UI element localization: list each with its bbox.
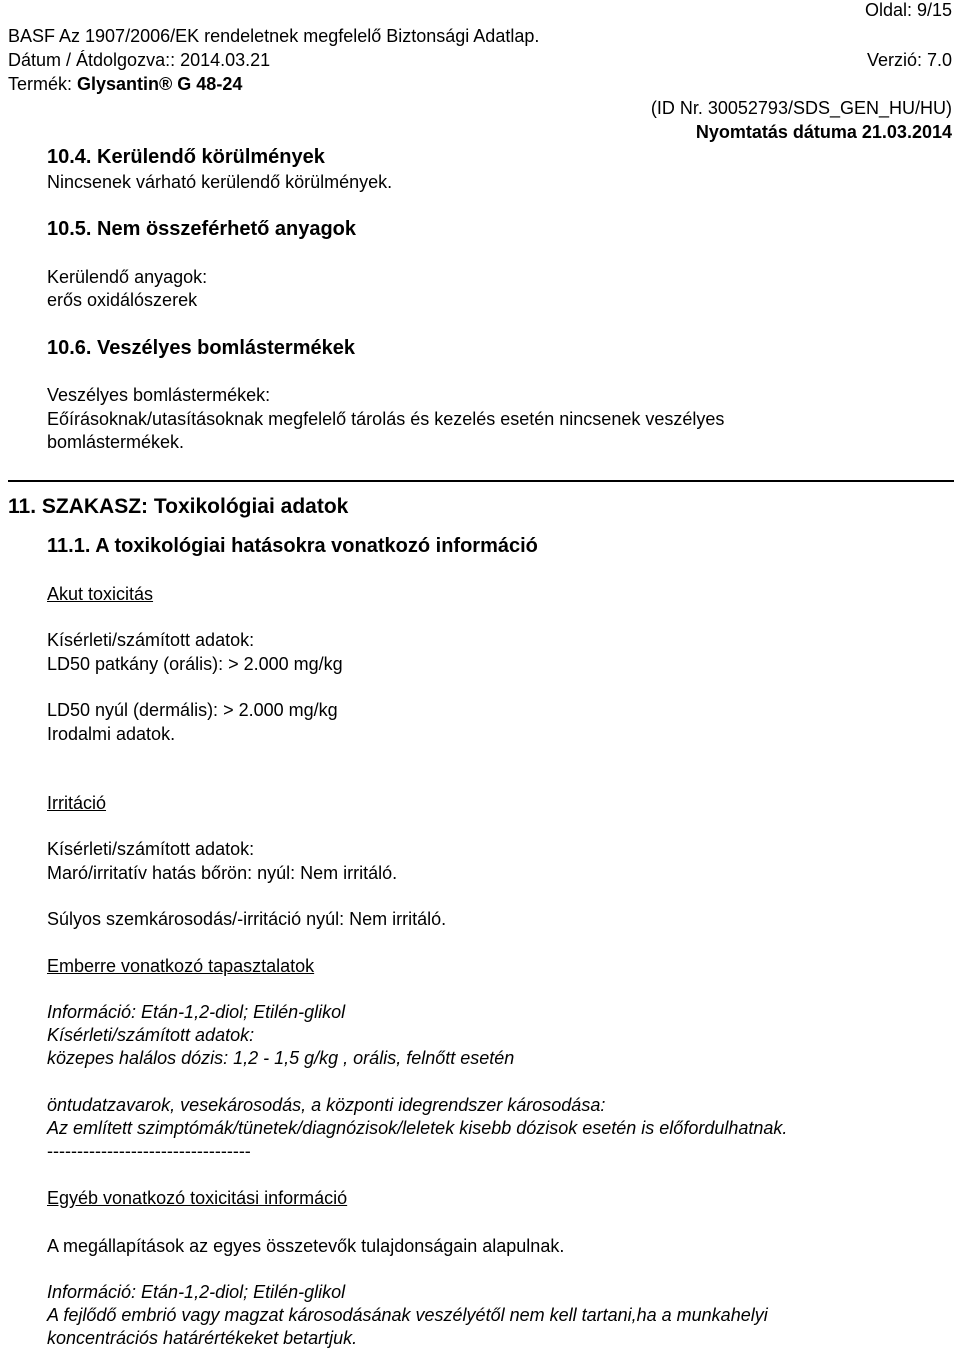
embryo-note-line-1: A fejlődő embrió vagy magzat károsodásának veszélyétől nem kell tartani,ha a munkahelyi <box>47 1305 768 1325</box>
ld50-rat: LD50 patkány (orális): > 2.000 mg/kg <box>47 654 343 674</box>
version: Verzió: 7.0 <box>866 50 952 70</box>
section-10-5-heading: 10.5. Nem összeférhető anyagok <box>47 218 357 240</box>
product-label: Termék: <box>8 74 78 94</box>
page-number: Oldal: 9/15 <box>864 0 952 20</box>
other-info: Információ: Etán-1,2-diol; Etilén-glikol <box>47 1282 346 1302</box>
avoid-materials-label: Kerülendő anyagok: <box>47 267 208 287</box>
revision-date: Dátum / Átdolgozva:: 2014.03.21 <box>8 50 271 70</box>
document-title: BASF Az 1907/2006/EK rendeletnek megfelelő Biztonsági Adatlap. <box>8 26 540 46</box>
decomposition-line-1: Eőírásoknak/utasításoknak megfelelő tárolás és kezelés esetén nincsenek veszélyes <box>47 409 725 429</box>
irritation-data-label: Kísérleti/számított adatok: <box>47 839 255 859</box>
avoid-materials-value: erős oxidálószerek <box>47 290 198 310</box>
embryo-note-line-2: koncentrációs határértékeket betartjuk. <box>47 1328 358 1348</box>
dash-separator: ---------------------------------- <box>47 1141 251 1161</box>
section-divider <box>8 480 954 482</box>
decomposition-label: Veszélyes bomlástermékek: <box>47 385 271 405</box>
lethal-dose: közepes halálos dózis: 1,2 - 1,5 g/kg , orális, felnőtt esetén <box>47 1048 515 1068</box>
acute-toxicity-title: Akut toxicitás <box>47 584 154 604</box>
symptoms: öntudatzavarok, vesekárosodás, a központi idegrendszer károsodása: <box>47 1095 606 1115</box>
literature-note: Irodalmi adatok. <box>47 724 176 744</box>
product-line <box>8 74 242 94</box>
section-10-4-heading: 10.4. Kerülendő körülmények <box>47 146 325 168</box>
human-info: Információ: Etán-1,2-diol; Etilén-glikol <box>47 1002 346 1022</box>
human-experience-title: Emberre vonatkozó tapasztalatok <box>47 956 315 976</box>
document-id: (ID Nr. 30052793/SDS_GEN_HU/HU) <box>650 98 952 118</box>
print-date: Nyomtatás dátuma 21.03.2014 <box>695 122 952 142</box>
section-11-heading: 11. SZAKASZ: Toxikológiai adatok <box>8 495 349 518</box>
components-statement: A megállapítások az egyes összetevők tulajdonságain alapulnak. <box>47 1236 565 1256</box>
eye-irritation: Súlyos szemkárosodás/-irritáció nyúl: Nem irritáló. <box>47 909 447 929</box>
irritation-title: Irritáció <box>47 793 107 813</box>
other-toxicity-title: Egyéb vonatkozó toxicitási információ <box>47 1188 348 1208</box>
section-10-6-heading: 10.6. Veszélyes bomlástermékek <box>47 337 355 359</box>
decomposition-line-2: bomlástermékek. <box>47 432 185 452</box>
skin-irritation: Maró/irritatív hatás bőrön: nyúl: Nem irritáló. <box>47 863 398 883</box>
acute-data-label: Kísérleti/számított adatok: <box>47 630 255 650</box>
human-data-label: Kísérleti/számított adatok: <box>47 1025 255 1045</box>
product-name: Glysantin® G 48-24 <box>77 74 243 94</box>
section-10-4-text: Nincsenek várható kerülendő körülmények. <box>47 172 393 192</box>
ld50-rabbit: LD50 nyúl (dermális): > 2.000 mg/kg <box>47 700 338 720</box>
symptoms-note: Az említett szimptómák/tünetek/diagnózisok/leletek kisebb dózisok esetén is előfordulhatnak. <box>47 1118 788 1138</box>
section-11-1-heading: 11.1. A toxikológiai hatásokra vonatkozó információ <box>47 535 538 557</box>
